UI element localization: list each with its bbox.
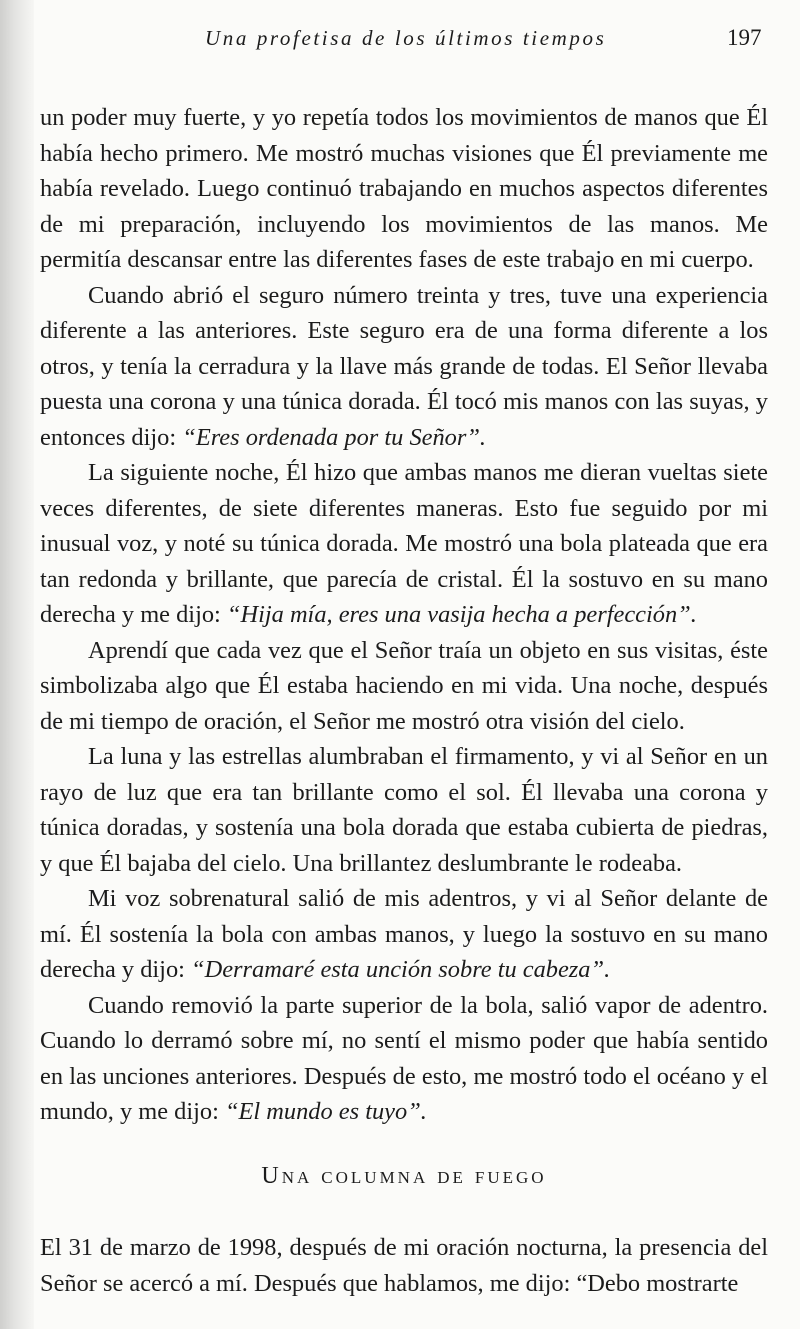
page-number: 197 [727, 25, 762, 50]
section-heading: Una columna de fuego [261, 1162, 547, 1189]
body-text [40, 100, 768, 1301]
paragraph-4: Aprendí que cada vez que el Señor traía un objeto en sus visitas, éste simbolizaba algo que Él estaba haciendo en mi vida. Una noche, después de mi tiempo de oración, el Señor me mostró otra visión del cielo. [40, 636, 768, 735]
paragraph-3 [40, 455, 768, 633]
paragraph-5: La luna y las estrellas alumbraban el firmamento, y vi al Señor en un rayo de luz que era tan brillante como el sol. Él llevaba una corona y túnica doradas, y sostenía una bola dorada que estaba cubierta de piedras, y que Él bajaba del cielo. Una brillantez deslumbrante le rodeaba. [40, 743, 768, 877]
paragraph-7-quote: “El mundo es tuyo”. [224, 1098, 427, 1125]
paragraph-2-text: Cuando abrió el seguro número treinta y tres, tuve una experiencia diferente a las anteriores. Este seguro era de una forma diferente a los otros, y tenía la cerradura y la llave más grande de todas. El Señor llevaba puesta una corona y una túnica dorada. Él tocó mis manos con las suyas, y entonces dijo: [40, 281, 768, 451]
binding-shadow [0, 0, 34, 1329]
paragraph-2-quote: “Eres ordenada por tu Señor”. [182, 423, 487, 451]
paragraph-7-text: Cuando removió la parte superior de la bola, salió vapor de adentro. Cuando lo derramó sobre mí, no sentí el mismo poder que había sentido en las unciones anteriores. Después de esto, me mostró todo el océano y el mundo, y me dijo: [40, 991, 768, 1125]
paragraph-6-text: Mi voz sobrenatural salió de mis adentros, y vi al Señor delante de mí. Él sostenía la bola con ambas manos, y luego la sostuvo en su mano derecha y dijo: [40, 885, 768, 983]
paragraph-3-text: La siguiente noche, Él hizo que ambas manos me dieran vueltas siete veces diferentes, de siete diferentes maneras. Esto fue seguido por mi inusual voz, y noté su túnica dorada. Me mostró una bola plateada que era tan redonda y brillante, que parecía de cristal. Él la sostuvo en su mano derecha y me dijo: [40, 459, 768, 628]
paragraph-7 [40, 988, 768, 1130]
paragraph-1: un poder muy fuerte, y yo repetía todos los movimientos de manos que Él había hecho primero. Me mostró muchas visiones que Él previamente me había revelado. Luego continuó trabajando en muchos aspectos diferentes de mi preparación, incluyendo los movimientos de las manos. Me permitía descansar entre las diferentes fases de este trabajo en mi cuerpo. [40, 104, 768, 273]
paragraph-8: El 31 de marzo de 1998, después de mi oración nocturna, la presencia del Señor se acercó a mí. Después que hablamos, me dijo: “Debo mostrarte [40, 1234, 768, 1297]
paragraph-2 [40, 278, 768, 456]
paragraph-3-quote: “Hija mía, eres una vasija hecha a perfección”. [226, 601, 697, 628]
page-header [0, 26, 800, 60]
paragraph-6 [40, 881, 768, 988]
running-title: Una profetisa de los últimos tiempos [205, 26, 607, 50]
paragraph-6-quote: “Derramaré esta unción sobre tu cabeza”. [191, 956, 611, 983]
